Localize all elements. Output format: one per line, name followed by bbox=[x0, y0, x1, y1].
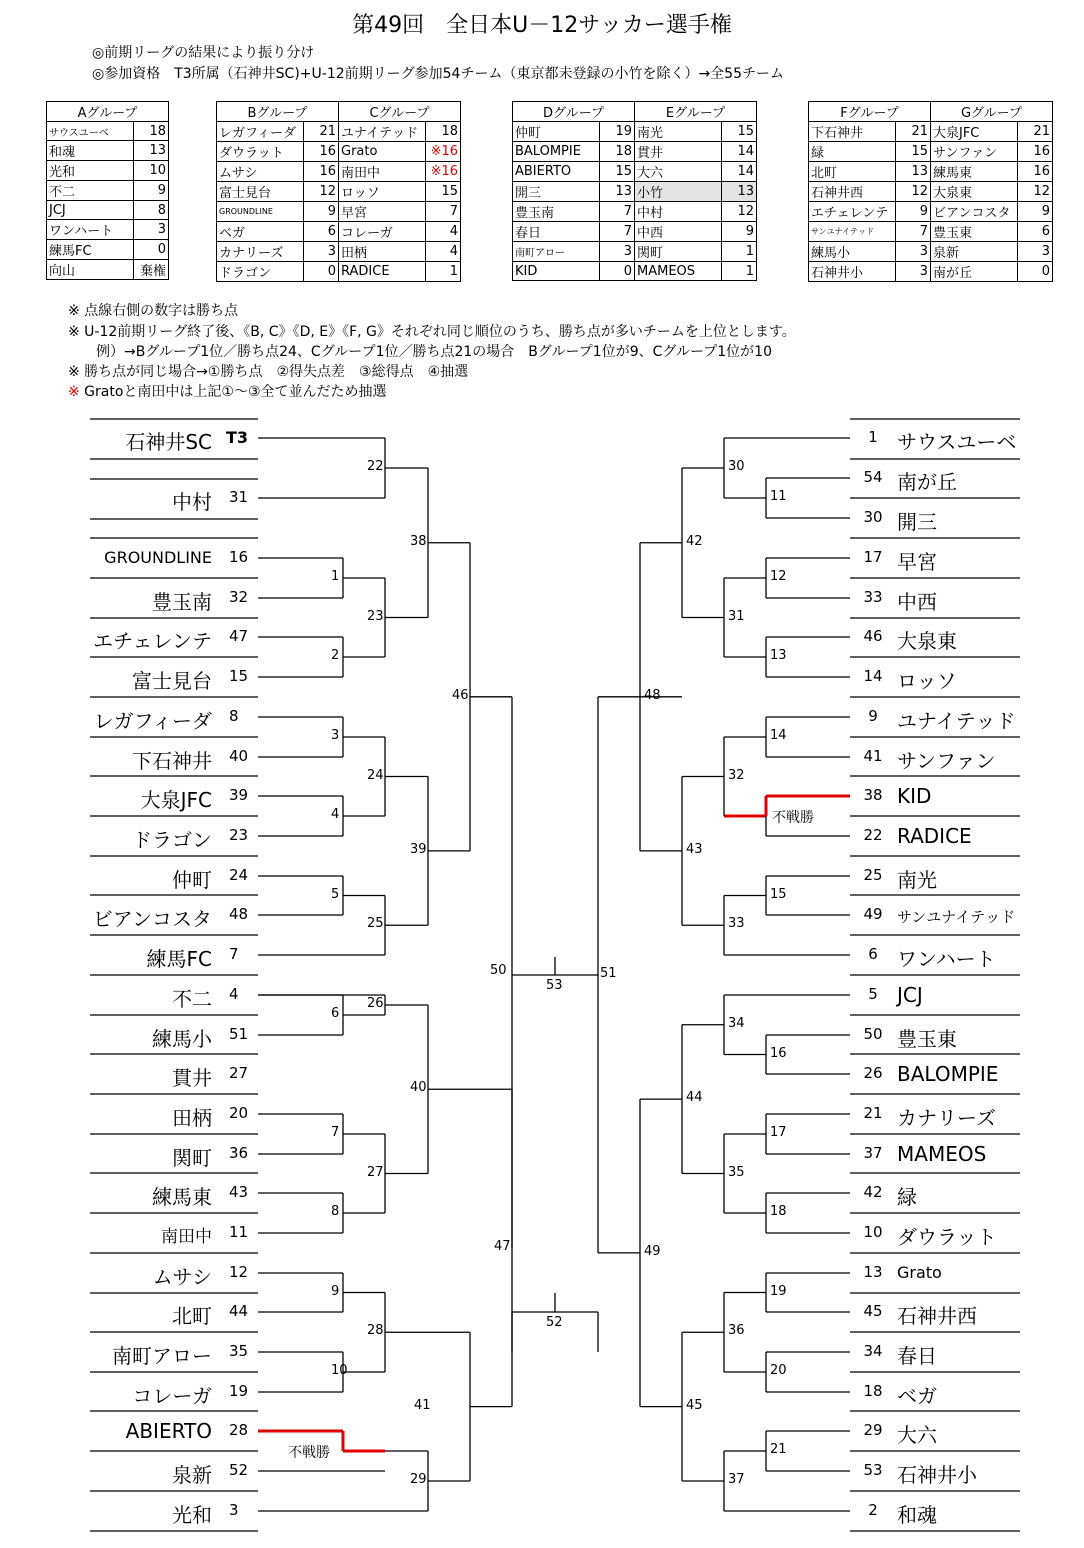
match-number: 20 bbox=[770, 1363, 787, 1378]
team-cell: ABIERTO bbox=[513, 162, 600, 182]
seed-number: 42 bbox=[863, 1183, 883, 1201]
match-number: 27 bbox=[367, 1164, 384, 1180]
match-number: 22 bbox=[367, 459, 384, 474]
match-number: 12 bbox=[770, 569, 787, 584]
team-name: 中西 bbox=[897, 589, 937, 614]
group-header: Bグループ bbox=[217, 102, 339, 122]
team-cell: JCJ bbox=[47, 201, 134, 220]
team-cell: ビアンコスタ bbox=[931, 202, 1018, 222]
team-cell: 南光 bbox=[635, 122, 722, 142]
points-cell: 21 bbox=[896, 122, 931, 142]
team-name: Grato bbox=[897, 1263, 942, 1283]
group-header: Fグループ bbox=[809, 102, 931, 122]
points-cell-highlighted: 13 bbox=[722, 182, 757, 202]
match-number: 9 bbox=[331, 1283, 340, 1299]
points-cell: 6 bbox=[1018, 222, 1053, 242]
team-name: 春日 bbox=[897, 1343, 937, 1368]
seed-number: 34 bbox=[863, 1342, 883, 1360]
team-cell: GROUNDLINE bbox=[217, 202, 304, 222]
team-cell: 仲町 bbox=[513, 122, 600, 142]
match-number: 16 bbox=[770, 1045, 787, 1061]
seed-number: 1 bbox=[868, 428, 878, 446]
team-cell: 泉新 bbox=[931, 242, 1018, 262]
match-number: 17 bbox=[770, 1125, 787, 1140]
points-cell: ※16 bbox=[426, 142, 461, 162]
team-cell: 中村 bbox=[635, 202, 722, 222]
seed-number: 9 bbox=[868, 707, 878, 725]
points-cell: 21 bbox=[304, 122, 339, 142]
points-cell: 10 bbox=[134, 161, 169, 181]
points-cell: 3 bbox=[304, 242, 339, 262]
team-name: 仲町 bbox=[172, 867, 212, 892]
match-number: 43 bbox=[686, 841, 703, 857]
team-cell: 向山 bbox=[47, 260, 134, 280]
team-name: RADICE bbox=[897, 823, 972, 848]
group-header: Aグループ bbox=[47, 102, 169, 122]
team-name: 関町 bbox=[172, 1145, 212, 1170]
seed-number: 41 bbox=[863, 747, 883, 765]
match-number: 48 bbox=[644, 687, 661, 703]
seed-number: 51 bbox=[229, 1025, 249, 1043]
team-name: サンユナイテッド bbox=[897, 907, 1016, 926]
points-cell: 19 bbox=[600, 122, 635, 142]
team-name: 北町 bbox=[172, 1303, 212, 1328]
seed-number: 33 bbox=[863, 588, 883, 606]
match-number: 13 bbox=[770, 648, 787, 663]
seed-number: 30 bbox=[863, 508, 883, 526]
seed-number: T3 bbox=[226, 428, 249, 447]
match-number: 19 bbox=[770, 1283, 787, 1299]
team-name: 大泉JFC bbox=[140, 787, 212, 812]
match-number: 50 bbox=[490, 963, 507, 979]
match-number: 6 bbox=[331, 1006, 340, 1021]
team-cell: コレーガ bbox=[339, 222, 426, 242]
match-number: 49 bbox=[644, 1243, 661, 1259]
walkover-label: 不戦勝 bbox=[772, 810, 814, 826]
team-name: 不二 bbox=[172, 986, 212, 1011]
match-number: 36 bbox=[728, 1323, 745, 1339]
points-cell: 0 bbox=[304, 262, 339, 282]
match-number: 11 bbox=[770, 489, 787, 504]
points-cell: 9 bbox=[304, 202, 339, 222]
team-name: 石神井小 bbox=[897, 1462, 977, 1487]
seed-number: 32 bbox=[229, 588, 249, 606]
match-number: 40 bbox=[410, 1080, 427, 1096]
match-number: 3 bbox=[331, 728, 340, 743]
points-cell: 3 bbox=[134, 220, 169, 240]
team-cell: サンユナイテッド bbox=[809, 222, 896, 242]
points-cell: 9 bbox=[896, 202, 931, 222]
points-cell: 7 bbox=[896, 222, 931, 242]
team-name: 練馬FC bbox=[146, 946, 212, 971]
team-cell: 和魂 bbox=[47, 141, 134, 161]
seed-number: 43 bbox=[229, 1183, 249, 1201]
team-name: ドラゴン bbox=[132, 827, 212, 852]
points-cell: 9 bbox=[134, 181, 169, 201]
seed-number: 40 bbox=[229, 747, 249, 765]
seed-number: 11 bbox=[229, 1223, 249, 1241]
seed-number: 16 bbox=[229, 548, 249, 566]
footnote-mark: ※ bbox=[68, 324, 80, 340]
match-number: 25 bbox=[367, 916, 384, 932]
team-cell: ダウラット bbox=[217, 142, 304, 162]
seed-number: 13 bbox=[863, 1263, 883, 1281]
team-cell: 北町 bbox=[809, 162, 896, 182]
team-name: ロッソ bbox=[897, 668, 957, 693]
points-cell: 7 bbox=[600, 202, 635, 222]
team-cell: 関町 bbox=[635, 242, 722, 262]
team-name: 南光 bbox=[897, 867, 937, 892]
seed-number: 20 bbox=[229, 1104, 249, 1122]
points-cell: 15 bbox=[722, 122, 757, 142]
team-name: 豊玉南 bbox=[152, 589, 212, 614]
seed-number: 8 bbox=[229, 707, 239, 725]
seed-number: 38 bbox=[863, 786, 883, 804]
team-cell: 春日 bbox=[513, 222, 600, 242]
team-cell: サンファン bbox=[931, 142, 1018, 162]
match-number: 14 bbox=[770, 728, 787, 743]
match-number: 38 bbox=[410, 533, 427, 549]
points-cell: 7 bbox=[600, 222, 635, 242]
points-cell: 6 bbox=[304, 222, 339, 242]
team-cell: Grato bbox=[339, 142, 426, 162]
team-cell: 豊玉南 bbox=[513, 202, 600, 222]
team-name: GROUNDLINE bbox=[104, 548, 212, 568]
team-cell: 南町アロー bbox=[513, 242, 600, 262]
team-name: 大六 bbox=[897, 1422, 937, 1447]
seed-number: 29 bbox=[863, 1421, 883, 1439]
footnote-mark: ※ bbox=[68, 303, 80, 319]
team-name: 石神井SC bbox=[125, 429, 212, 454]
seed-number: 26 bbox=[863, 1064, 883, 1082]
team-name: 練馬小 bbox=[152, 1026, 212, 1051]
footnote-text: U-12前期リーグ終了後、《B, C》《D, E》《F, G》それぞれ同じ順位のうち、勝ち点が多いチームを上位とします。 bbox=[79, 324, 796, 340]
points-cell: 0 bbox=[1018, 262, 1053, 282]
team-name: ワンハート bbox=[897, 946, 996, 971]
match-number: 18 bbox=[770, 1204, 787, 1219]
team-name: サンファン bbox=[897, 748, 996, 773]
team-name: JCJ bbox=[897, 982, 923, 1007]
team-cell: ベガ bbox=[217, 222, 304, 242]
seed-number: 37 bbox=[863, 1144, 883, 1162]
points-cell: 18 bbox=[426, 122, 461, 142]
team-cell: MAMEOS bbox=[635, 262, 722, 281]
team-name: ベガ bbox=[897, 1383, 937, 1408]
match-number: 41 bbox=[414, 1397, 431, 1413]
points-cell: 1 bbox=[722, 262, 757, 281]
match-number: 31 bbox=[728, 608, 745, 624]
points-cell: 3 bbox=[896, 242, 931, 262]
points-cell: 12 bbox=[722, 202, 757, 222]
match-number: 8 bbox=[331, 1204, 340, 1219]
match-number: 53 bbox=[546, 978, 563, 993]
points-cell: ※16 bbox=[426, 162, 461, 182]
match-number: 28 bbox=[367, 1323, 384, 1339]
team-cell: 石神井西 bbox=[809, 182, 896, 202]
team-cell: ドラゴン bbox=[217, 262, 304, 282]
team-name: コレーガ bbox=[132, 1383, 212, 1408]
team-name: 南町アロー bbox=[112, 1343, 212, 1368]
team-name: ビアンコスタ bbox=[92, 906, 212, 931]
team-cell: 石神井小 bbox=[809, 262, 896, 282]
team-name: レガフィーダ bbox=[93, 708, 212, 733]
points-cell: 4 bbox=[426, 222, 461, 242]
seed-number: 53 bbox=[863, 1461, 883, 1479]
team-cell: 練馬FC bbox=[47, 240, 134, 260]
seed-number: 10 bbox=[863, 1223, 883, 1241]
seed-number: 23 bbox=[229, 826, 249, 844]
seed-number: 44 bbox=[229, 1302, 249, 1320]
seed-number: 5 bbox=[868, 985, 878, 1003]
match-number: 52 bbox=[546, 1315, 563, 1330]
team-name: BALOMPIE bbox=[897, 1061, 999, 1086]
points-cell: 9 bbox=[1018, 202, 1053, 222]
group-header: Gグループ bbox=[931, 102, 1053, 122]
team-cell: エチェレンテ bbox=[809, 202, 896, 222]
team-name: エチェレンテ bbox=[93, 628, 212, 653]
points-cell: 0 bbox=[134, 240, 169, 260]
seed-number: 3 bbox=[229, 1501, 239, 1519]
team-cell: 南田中 bbox=[339, 162, 426, 182]
team-cell: レガフィーダ bbox=[217, 122, 304, 142]
team-name: 貫井 bbox=[172, 1065, 212, 1090]
team-cell: 練馬小 bbox=[809, 242, 896, 262]
points-cell: 18 bbox=[134, 122, 169, 141]
team-name: サウスユーベ bbox=[897, 429, 1017, 454]
seed-number: 31 bbox=[229, 488, 249, 506]
match-number: 15 bbox=[770, 886, 787, 902]
match-number: 24 bbox=[367, 767, 384, 783]
match-number: 46 bbox=[452, 687, 469, 703]
points-cell: 13 bbox=[600, 182, 635, 202]
group-header: Eグループ bbox=[635, 102, 757, 122]
team-name: 光和 bbox=[172, 1502, 212, 1527]
seed-number: 6 bbox=[868, 945, 878, 963]
points-cell: 16 bbox=[1018, 162, 1053, 182]
match-number: 44 bbox=[686, 1090, 703, 1106]
team-name: カナリーズ bbox=[897, 1105, 996, 1130]
team-name: 緑 bbox=[897, 1184, 917, 1209]
match-number: 1 bbox=[331, 569, 340, 584]
team-name: KID bbox=[897, 783, 932, 808]
seed-number: 35 bbox=[229, 1342, 249, 1360]
points-cell: 3 bbox=[600, 242, 635, 262]
footnote-text: Gratoと南田中は上記①～③全て並んだため抽選 bbox=[79, 384, 387, 400]
points-cell: 3 bbox=[896, 262, 931, 282]
team-cell: 光和 bbox=[47, 161, 134, 181]
points-cell: 7 bbox=[426, 202, 461, 222]
match-number: 5 bbox=[331, 886, 340, 902]
points-cell: 9 bbox=[722, 222, 757, 242]
match-number: 42 bbox=[686, 533, 703, 549]
points-cell: 12 bbox=[896, 182, 931, 202]
points-cell: 12 bbox=[304, 182, 339, 202]
points-cell: 13 bbox=[134, 141, 169, 161]
note-2: ◎参加資格 T3所属（石神井SC)+U-12前期リーグ参加54チーム（東京都未登録の小竹を除く）→全55チーム bbox=[92, 66, 784, 82]
group-header: Dグループ bbox=[513, 102, 635, 122]
team-name: 練馬東 bbox=[152, 1184, 212, 1209]
team-cell: 早宮 bbox=[339, 202, 426, 222]
points-cell: 4 bbox=[426, 242, 461, 262]
match-number: 47 bbox=[494, 1238, 511, 1254]
team-name: 南が丘 bbox=[897, 469, 957, 494]
footnote-mark: ※ bbox=[68, 364, 80, 380]
match-number: 4 bbox=[331, 807, 340, 822]
team-name: ユナイテッド bbox=[897, 708, 1016, 733]
team-name: 大泉東 bbox=[897, 628, 957, 653]
seed-number: 46 bbox=[863, 627, 883, 645]
team-name: 中村 bbox=[172, 489, 212, 514]
match-number: 29 bbox=[410, 1472, 427, 1487]
team-name: 石神井西 bbox=[897, 1303, 977, 1328]
team-name: 下石神井 bbox=[132, 748, 212, 773]
points-cell: 15 bbox=[896, 142, 931, 162]
match-number: 23 bbox=[367, 608, 384, 624]
team-cell-highlighted: 小竹 bbox=[635, 182, 722, 202]
points-cell: 8 bbox=[134, 201, 169, 220]
team-cell: 大六 bbox=[635, 162, 722, 182]
team-cell: 緑 bbox=[809, 142, 896, 162]
seed-number: 47 bbox=[229, 627, 249, 645]
match-number: 39 bbox=[410, 841, 427, 857]
seed-number: 4 bbox=[229, 985, 239, 1003]
match-number: 2 bbox=[331, 648, 340, 663]
team-cell: カナリーズ bbox=[217, 242, 304, 262]
seed-number: 15 bbox=[229, 667, 249, 685]
seed-number: 14 bbox=[863, 667, 883, 685]
points-cell: 21 bbox=[1018, 122, 1053, 142]
seed-number: 45 bbox=[863, 1302, 883, 1320]
team-cell: ユナイテッド bbox=[339, 122, 426, 142]
seed-number: 21 bbox=[863, 1104, 883, 1122]
seed-number: 25 bbox=[863, 866, 883, 884]
points-cell: 0 bbox=[600, 262, 635, 281]
points-cell: 14 bbox=[722, 162, 757, 182]
walkover-label: 不戦勝 bbox=[288, 1445, 330, 1461]
team-cell: 大泉JFC bbox=[931, 122, 1018, 142]
points-cell: 1 bbox=[722, 242, 757, 262]
seed-number: 50 bbox=[863, 1025, 883, 1043]
seed-number: 2 bbox=[868, 1501, 878, 1519]
seed-number: 39 bbox=[229, 786, 249, 804]
team-cell: 貫井 bbox=[635, 142, 722, 162]
match-number: 35 bbox=[728, 1164, 745, 1180]
match-number: 45 bbox=[686, 1397, 703, 1413]
seed-number: 52 bbox=[229, 1461, 249, 1479]
match-number: 51 bbox=[600, 965, 617, 981]
points-cell: 14 bbox=[722, 142, 757, 162]
points-cell: 1 bbox=[426, 262, 461, 282]
team-cell: ロッソ bbox=[339, 182, 426, 202]
team-name: 豊玉東 bbox=[897, 1026, 957, 1051]
footnote-text: 点線右側の数字は勝ち点 bbox=[79, 303, 239, 319]
seed-number: 54 bbox=[863, 468, 883, 486]
match-number: 7 bbox=[331, 1125, 340, 1140]
team-name: ABIERTO bbox=[125, 1418, 212, 1443]
points-cell: 15 bbox=[600, 162, 635, 182]
match-number: 32 bbox=[728, 767, 745, 783]
seed-number: 7 bbox=[229, 945, 239, 963]
team-cell: 富士見台 bbox=[217, 182, 304, 202]
match-number: 21 bbox=[770, 1442, 787, 1457]
group-header: Cグループ bbox=[339, 102, 461, 122]
seed-number: 18 bbox=[863, 1382, 883, 1400]
team-cell: 大泉東 bbox=[931, 182, 1018, 202]
team-cell: 練馬東 bbox=[931, 162, 1018, 182]
footnote-text: 勝ち点が同じ場合→①勝ち点 ②得失点差 ③総得点 ④抽選 bbox=[79, 364, 469, 380]
points-cell: 12 bbox=[1018, 182, 1053, 202]
team-name: 南田中 bbox=[161, 1227, 212, 1248]
team-cell: 中西 bbox=[635, 222, 722, 242]
match-number: 34 bbox=[728, 1015, 745, 1031]
team-cell: ワンハート bbox=[47, 220, 134, 240]
match-number: 26 bbox=[367, 996, 384, 1011]
seed-number: 48 bbox=[229, 905, 249, 923]
team-cell: 田柄 bbox=[339, 242, 426, 262]
seed-number: 12 bbox=[229, 1263, 249, 1281]
seed-number: 22 bbox=[863, 826, 883, 844]
team-cell: KID bbox=[513, 262, 600, 281]
points-cell: 15 bbox=[426, 182, 461, 202]
team-cell: ムサシ bbox=[217, 162, 304, 182]
points-cell: 16 bbox=[1018, 142, 1053, 162]
page-title: 第49回 全日本U－12サッカー選手権 bbox=[352, 13, 732, 38]
points-cell: 3 bbox=[1018, 242, 1053, 262]
seed-number: 28 bbox=[229, 1421, 249, 1439]
points-cell: 16 bbox=[304, 162, 339, 182]
seed-number: 19 bbox=[229, 1382, 249, 1400]
seed-number: 17 bbox=[863, 548, 883, 566]
team-name: 早宮 bbox=[897, 549, 937, 574]
team-name: 開三 bbox=[897, 509, 937, 534]
points-cell: 13 bbox=[896, 162, 931, 182]
team-cell: BALOMPIE bbox=[513, 142, 600, 162]
points-cell: 16 bbox=[304, 142, 339, 162]
note-1: ◎前期リーグの結果により振り分け bbox=[92, 45, 315, 61]
team-cell: 南が丘 bbox=[931, 262, 1018, 282]
footnote-mark: ※ bbox=[68, 384, 80, 400]
team-name: 泉新 bbox=[172, 1462, 212, 1487]
seed-number: 24 bbox=[229, 866, 249, 884]
team-name: MAMEOS bbox=[897, 1141, 987, 1166]
points-cell: 棄権 bbox=[134, 260, 169, 280]
match-number: 10 bbox=[331, 1363, 348, 1378]
points-cell: 18 bbox=[600, 142, 635, 162]
team-name: ダウラット bbox=[897, 1224, 997, 1249]
match-number: 37 bbox=[728, 1472, 745, 1487]
match-number: 33 bbox=[728, 916, 745, 932]
team-name: 富士見台 bbox=[132, 668, 212, 693]
team-cell: 開三 bbox=[513, 182, 600, 202]
team-cell: RADICE bbox=[339, 262, 426, 282]
team-name: 田柄 bbox=[172, 1105, 212, 1130]
footnote-text: 例）→Bグループ1位／勝ち点24、Cグループ1位／勝ち点21の場合 Bグループ1位が9、Cグループ1位が10 bbox=[68, 344, 772, 360]
team-name: ムサシ bbox=[152, 1264, 212, 1289]
seed-number: 36 bbox=[229, 1144, 249, 1162]
team-cell: 豊玉東 bbox=[931, 222, 1018, 242]
match-number: 30 bbox=[728, 459, 745, 474]
team-cell: 不二 bbox=[47, 181, 134, 201]
seed-number: 27 bbox=[229, 1064, 249, 1082]
team-cell: 下石神井 bbox=[809, 122, 896, 142]
team-name: 和魂 bbox=[897, 1502, 937, 1527]
team-cell: サウスユーベ bbox=[47, 122, 134, 141]
seed-number: 49 bbox=[863, 905, 883, 923]
